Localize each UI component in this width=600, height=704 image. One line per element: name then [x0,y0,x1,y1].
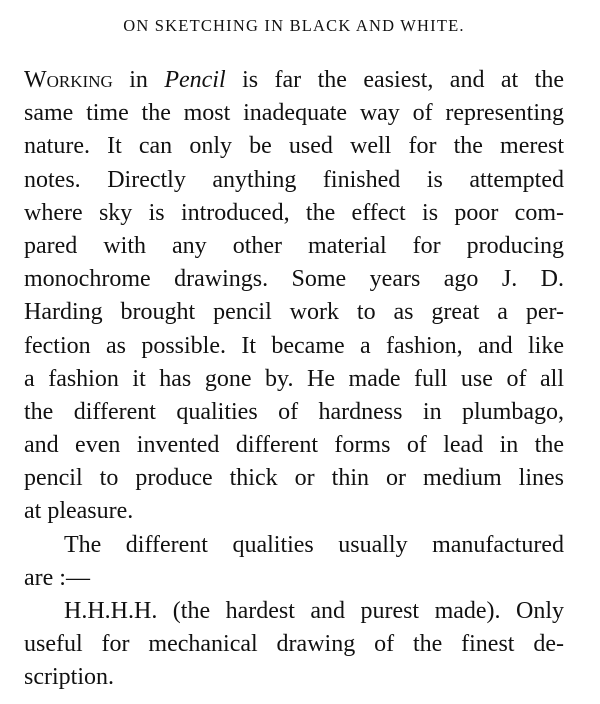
paragraph-3-line-1: H.H.H.H. (the hardest and purest made). Only [64,598,564,624]
paragraph-2-line-1: The different qualities usually manufactured [64,531,564,558]
paragraph-1-line-12: and even invented different forms of lead in the [24,432,564,459]
paragraph-1-line-13: pencil to produce thick or thin or medium lines [24,465,564,492]
after-lead-text: in [112,67,165,93]
paragraph-3-line-3: scription. [24,664,114,691]
paragraph-1-line-3: nature. It can only be used well for the merest [24,133,564,160]
paragraph-1-line-4: notes. Directly anything finished is attempted [24,166,564,193]
paragraph-1-line-10: a fashion it has gone by. He made full use of all [24,365,564,392]
first-line-rest: is far the easiest, and at the [225,67,564,93]
paragraph-1-line-8: Harding brought pencil work to as great a per- [24,299,564,326]
lead-word: Working [24,67,113,93]
paragraph-1-line-1 [24,64,564,97]
paragraph-1-line-5: where sky is introduced, the effect is poor com- [24,199,564,226]
body-text [24,64,564,695]
italic-word-pencil: Pencil [164,67,226,93]
running-head: ON SKETCHING IN BLACK AND WHITE. [123,16,465,35]
paragraph-3-line-2: useful for mechanical drawing of the finest de- [24,631,564,658]
paragraph-1-line-7: monochrome drawings. Some years ago J. D. [24,266,564,293]
paragraph-1-line-11: the different qualities of hardness in plumbago, [24,398,564,425]
paragraph-2-line-2: are :— [24,564,90,591]
paragraph-1-line-2: same time the most inadequate way of representing [24,100,564,127]
paragraph-1-line-6: pared with any other material for producing [24,232,564,259]
paragraph-1-line-9: fection as possible. It became a fashion, and like [24,332,564,359]
book-page [24,0,564,695]
paragraph-1-line-14: at pleasure. [24,498,134,525]
